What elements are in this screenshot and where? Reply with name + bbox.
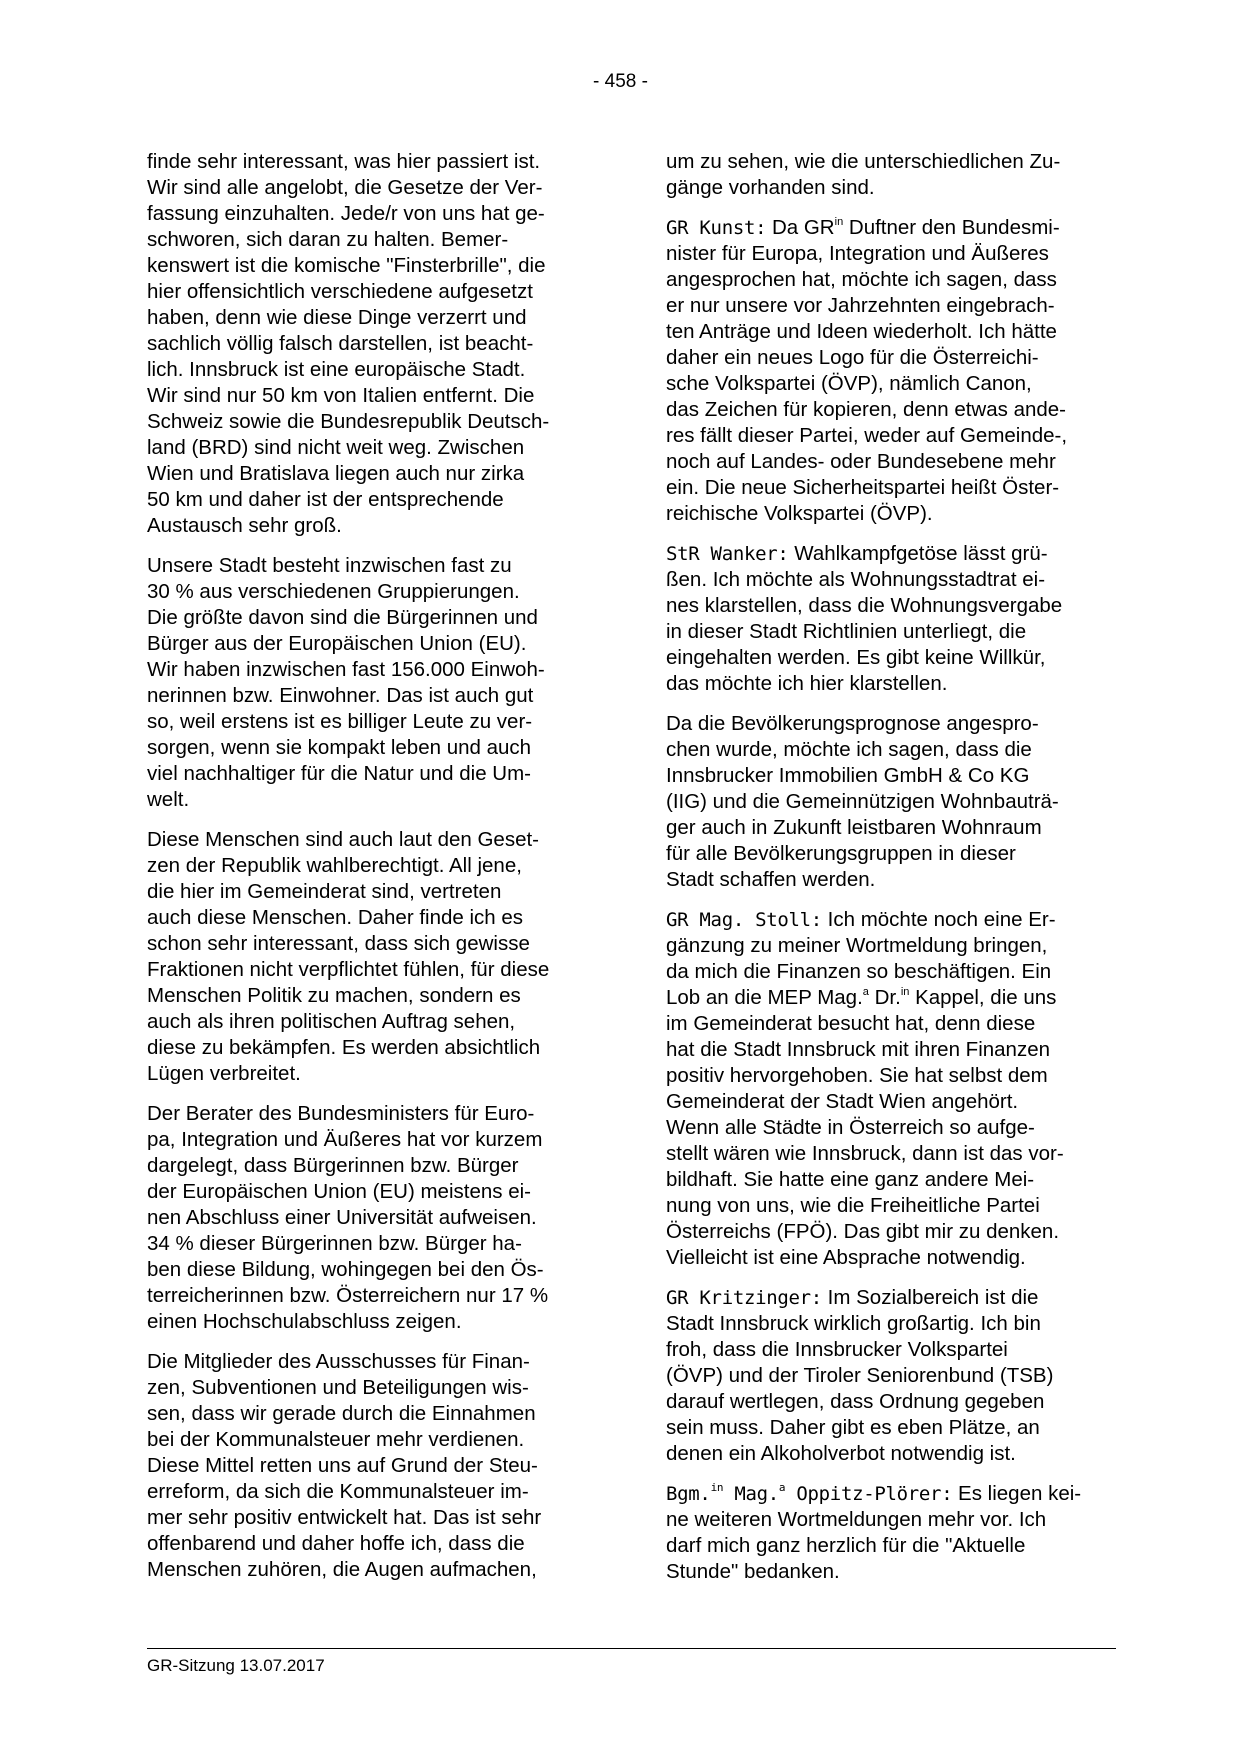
speaker-name: GR Kritzinger: [666, 1287, 822, 1309]
text-line: im Gemeinderat besucht hat, denn diese [666, 1012, 1036, 1035]
text-line: gänge vorhanden sind. [666, 176, 875, 199]
text-line: Stadt schaffen werden. [666, 868, 876, 891]
text-line: sachlich völlig falsch darstellen, ist beacht- [147, 332, 534, 355]
text-line: Fraktionen nicht verpflichtet fühlen, für diese [147, 958, 550, 981]
text-line: angesprochen hat, möchte ich sagen, dass [666, 268, 1057, 291]
text-line: reichische Volkspartei (ÖVP). [666, 502, 933, 525]
text-line: Vielleicht ist eine Absprache notwendig. [666, 1246, 1026, 1269]
text-line: ne weiteren Wortmeldungen mehr vor. Ich [666, 1508, 1047, 1531]
text-line: Wenn alle Städte in Österreich so aufge- [666, 1116, 1035, 1139]
text-line: Unsere Stadt besteht inzwischen fast zu [147, 554, 512, 577]
text-line: res fällt dieser Partei, weder auf Gemeinde-, [666, 424, 1068, 447]
right-paragraph-4 [666, 711, 1116, 893]
text-line: erreform, da sich die Kommunalsteuer im- [147, 1480, 529, 1503]
text-line: lich. Innsbruck ist eine europäische Stadt. [147, 358, 526, 381]
text-line: dargelegt, dass Bürgerinnen bzw. Bürger [147, 1154, 519, 1177]
text-line: Der Berater des Bundesministers für Euro- [147, 1102, 535, 1125]
text-line: nung von uns, wie die Freiheitliche Partei [666, 1194, 1040, 1217]
right-column [666, 149, 1116, 1599]
text-line: mer sehr positiv entwickelt hat. Das ist sehr [147, 1506, 542, 1529]
right-paragraph-1 [666, 149, 1116, 201]
text-line: auch als ihren politischen Auftrag sehen, [147, 1010, 516, 1033]
left-paragraph-3 [147, 827, 596, 1087]
page-number: - 458 - [593, 71, 648, 92]
text-line: darauf wertlegen, dass Ordnung gegeben [666, 1390, 1045, 1413]
text-line: (IIG) und die Gemeinnützigen Wohnbauträ- [666, 790, 1059, 813]
statement-first-line: Bgm.$^{in}$ Mag.$^a$ Oppitz-Plörer: Es liegen kei- [666, 1481, 1082, 1505]
text-line: Menschen Politik zu machen, sondern es [147, 984, 521, 1007]
text-line: daher ein neues Logo für die Österreichi- [666, 346, 1039, 369]
footer-session-date: GR-Sitzung 13.07.2017 [147, 1656, 325, 1675]
speaker-name: GR Kunst: [666, 217, 767, 239]
text-line: froh, dass die Innsbrucker Volkspartei [666, 1338, 1008, 1361]
text-line: terreicherinnen bzw. Österreichern nur 17 % [147, 1284, 549, 1307]
statement-first-line: GR Kunst: Da $GR^{in}$ Duftner den Bundesmi- [666, 216, 1060, 239]
text-line: sche Volkspartei (ÖVP), nämlich Canon, [666, 372, 1032, 395]
left-paragraph-4 [147, 1101, 596, 1335]
text-line: offenbarend und daher hoffe ich, dass die [147, 1532, 525, 1555]
text-line: so, weil erstens ist es billiger Leute zu ver- [147, 710, 533, 733]
text-line: viel nachhaltiger für die Natur und die Um- [147, 762, 531, 785]
statement-kritzinger [666, 1285, 1116, 1467]
text-line: (ÖVP) und der Tiroler Seniorenbund (TSB) [666, 1364, 1054, 1387]
text-line: Innsbrucker Immobilien GmbH & Co KG [666, 764, 1030, 787]
statement-first-line: GR Mag. Stoll: Ich möchte noch eine Er- [666, 908, 1056, 931]
text-line: Schweiz sowie die Bundesrepublik Deutsch- [147, 410, 550, 433]
text-line: für alle Bevölkerungsgruppen in dieser [666, 842, 1016, 865]
text-line: nes klarstellen, dass die Wohnungsvergabe [666, 594, 1063, 617]
text-line: ten Anträge und Ideen wiederholt. Ich hätte [666, 320, 1057, 343]
text-line: finde sehr interessant, was hier passiert ist. [147, 150, 541, 173]
text-line: 50 km und daher ist der entsprechende [147, 488, 504, 511]
text-line: Austausch sehr groß. [147, 514, 342, 537]
text-line: Lügen verbreitet. [147, 1062, 301, 1085]
text-line: kenswert ist die komische "Finsterbrille", die [147, 254, 546, 277]
text-line: Diese Menschen sind auch laut den Geset- [147, 828, 540, 851]
text-line: ger auch in Zukunft leistbaren Wohnraum [666, 816, 1042, 839]
text-line: er nur unsere vor Jahrzehnten eingebrach- [666, 294, 1055, 317]
text-line: positiv hervorgehoben. Sie hat selbst dem [666, 1064, 1048, 1087]
text-line: haben, denn wie diese Dinge verzerrt und [147, 306, 527, 329]
text-line: einen Hochschulabschluss zeigen. [147, 1310, 462, 1333]
text-line: Stadt Innsbruck wirklich großartig. Ich bin [666, 1312, 1041, 1335]
text-line: nister für Europa, Integration und Äußeres [666, 242, 1049, 265]
text-line: Die größte davon sind die Bürgerinnen und [147, 606, 538, 629]
text-line: ein. Die neue Sicherheitspartei heißt Öster- [666, 476, 1060, 499]
text-line: bildhaft. Sie hatte eine ganz andere Mei- [666, 1168, 1035, 1191]
speaker-name: GR Mag. Stoll: [666, 909, 822, 931]
statement-oppitz-ploerer [666, 1481, 1116, 1585]
text-line: 34 % dieser Bürgerinnen bzw. Bürger ha- [147, 1232, 522, 1255]
text-line: in dieser Stadt Richtlinien unterliegt, die [666, 620, 1027, 643]
speaker-name: Bgm.$^{in}$ Mag.$^a$ Oppitz-Plörer: [666, 1481, 953, 1505]
text-line: schon sehr interessant, dass sich gewisse [147, 932, 530, 955]
text-line: Gemeinderat der Stadt Wien angehört. [666, 1090, 1019, 1113]
statement-first-line: StR Wanker: Wahlkampfgetöse lässt grü- [666, 542, 1048, 565]
text-line: sorgen, wenn sie kompakt leben und auch [147, 736, 532, 759]
text-line: auch diese Menschen. Daher finde ich es [147, 906, 524, 929]
left-paragraph-1 [147, 149, 596, 539]
statement-stoll: GR Mag. Stoll: Ich möchte noch eine Er- gänzung zu meiner Wortmeldung bringen, da mich die Finanzen so beschäftigen. Ein Lob an die MEP Mag.$^a$ Dr.$^{in}$ Kappel, die uns im Gemeinderat besucht hat, denn diese hat die Stadt Innsbruck mit ihren Finanzen positiv hervorgehoben. Sie hat selbst dem Gemeinderat der Stadt Wien angehört. Wenn alle Städte in Österreich so aufge- stellt wären wie Innsbruck, dann ist das vor- bildhaft. Sie hatte eine ganz andere Mei- nung von uns, wie die Freiheitliche Partei Österreichs (FPÖ). Das gibt mir zu denken. Vielleicht ist eine Absprache notwendig. [666, 907, 1116, 1271]
text-line: darf mich ganz herzlich für die "Aktuelle [666, 1534, 1026, 1557]
text-line: nerinnen bzw. Einwohner. Das ist auch gut [147, 684, 534, 707]
text-line: Stunde" bedanken. [666, 1560, 840, 1583]
left-paragraph-5 [147, 1349, 596, 1583]
speaker-name: StR Wanker: [666, 543, 789, 565]
text-line: hier offensichtlich verschiedene aufgesetzt [147, 280, 533, 303]
left-column [147, 149, 596, 1597]
text-line: ßen. Ich möchte als Wohnungsstadtrat ei- [666, 568, 1046, 591]
text-line: Wien und Bratislava liegen auch nur zirka [147, 462, 525, 485]
text-line: sen, dass wir gerade durch die Einnahmen [147, 1402, 536, 1425]
statement-wanker [666, 541, 1116, 697]
text-line: sein muss. Daher gibt es eben Plätze, an [666, 1416, 1040, 1439]
text-line: chen wurde, möchte ich sagen, dass die [666, 738, 1032, 761]
text-line: land (BRD) sind nicht weit weg. Zwischen [147, 436, 525, 459]
text-line: das möchte ich hier klarstellen. [666, 672, 948, 695]
text-line: 30 % aus verschiedenen Gruppierungen. [147, 580, 520, 603]
text-line: bei der Kommunalsteuer mehr verdienen. [147, 1428, 525, 1451]
text-line: Wir sind nur 50 km von Italien entfernt. Die [147, 384, 535, 407]
text-line: pa, Integration und Äußeres hat vor kurzem [147, 1128, 543, 1151]
text-line: Menschen zuhören, die Augen aufmachen, [147, 1558, 537, 1581]
text-line: der Europäischen Union (EU) meistens ei- [147, 1180, 531, 1203]
text-line: Diese Mittel retten uns auf Grund der Steu- [147, 1454, 538, 1477]
text-line: Wir sind alle angelobt, die Gesetze der Ver- [147, 176, 543, 199]
text-line: zen der Republik wahlberechtigt. All jene, [147, 854, 522, 877]
text-line: diese zu bekämpfen. Es werden absichtlich [147, 1036, 541, 1059]
text-line: noch auf Landes- oder Bundesebene mehr [666, 450, 1056, 473]
text-line: stellt wären wie Innsbruck, dann ist das vor- [666, 1142, 1064, 1165]
left-paragraph-2 [147, 553, 596, 813]
text-line: Wir haben inzwischen fast 156.000 Einwoh- [147, 658, 545, 681]
text-line: denen ein Alkoholverbot notwendig ist. [666, 1442, 1016, 1465]
statement-first-line: GR Kritzinger: Im Sozialbereich ist die [666, 1286, 1039, 1309]
footer-divider [147, 1648, 1116, 1649]
text-line: Bürger aus der Europäischen Union (EU). [147, 632, 527, 655]
text-line: Die Mitglieder des Ausschusses für Finan- [147, 1350, 530, 1373]
text-line: das Zeichen für kopieren, denn etwas ande- [666, 398, 1067, 421]
text-line: Da die Bevölkerungsprognose angespro- [666, 712, 1039, 735]
text-line: nen Abschluss einer Universität aufweisen. [147, 1206, 537, 1229]
statement-kunst [666, 215, 1116, 527]
text-line: schworen, sich daran zu halten. Bemer- [147, 228, 509, 251]
text-line: eingehalten werden. Es gibt keine Willkür, [666, 646, 1046, 669]
text-line: zen, Subventionen und Beteiligungen wis- [147, 1376, 529, 1399]
text-line: die hier im Gemeinderat sind, vertreten [147, 880, 502, 903]
text-line: welt. [147, 788, 190, 811]
text-line: hat die Stadt Innsbruck mit ihren Finanzen [666, 1038, 1051, 1061]
text-line: um zu sehen, wie die unterschiedlichen Zu- [666, 150, 1061, 173]
text-line: Österreichs (FPÖ). Das gibt mir zu denken. [666, 1220, 1060, 1243]
text-line: ben diese Bildung, wohingegen bei den Ös- [147, 1258, 544, 1281]
text-line: fassung einzuhalten. Jede/r von uns hat ge- [147, 202, 545, 225]
